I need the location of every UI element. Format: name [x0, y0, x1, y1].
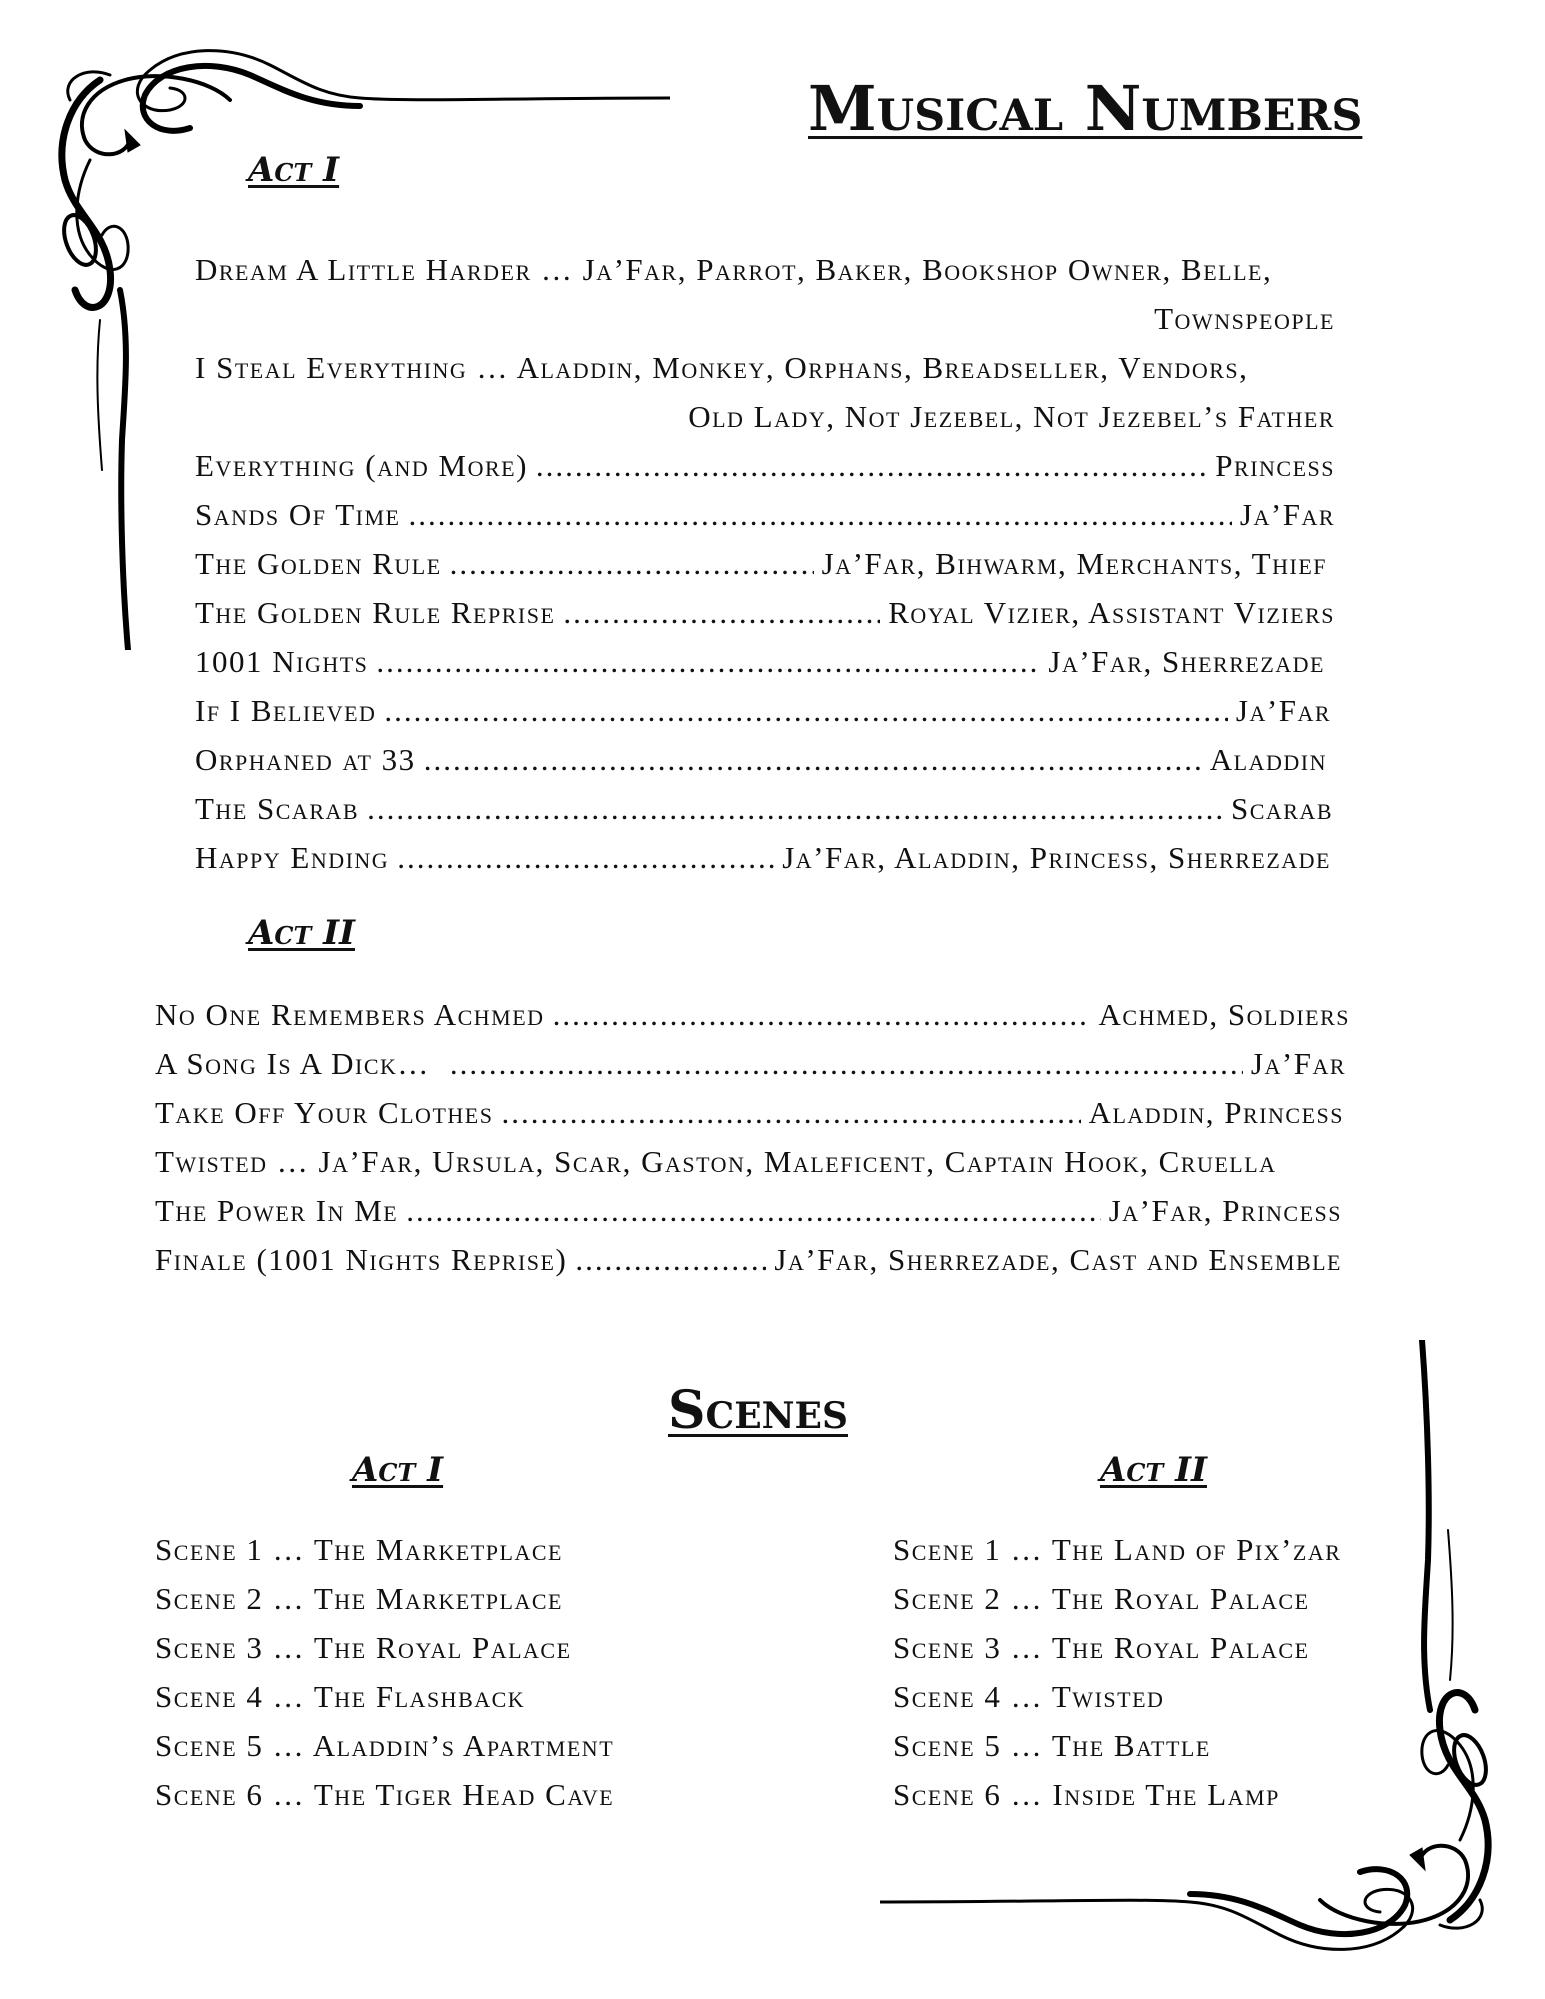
song-entry [195, 588, 1335, 637]
scene-item: Scene 1 … The Marketplace [155, 1532, 563, 1567]
dot-leader [397, 833, 774, 882]
song-performers: Royal Vizier, Assistant Viziers [888, 595, 1335, 630]
act-2-song-list [155, 990, 1350, 1284]
song-performers: Achmed, Soldiers [1098, 997, 1350, 1032]
act-1-song-list [195, 441, 1335, 882]
song-title: The Golden Rule Reprise [195, 595, 556, 630]
scene-item: Scene 6 … Inside The Lamp [893, 1777, 1280, 1812]
song-entry [195, 637, 1335, 686]
song-entry [195, 539, 1335, 588]
song-entry [195, 833, 1335, 882]
song-performers: Ja’Far [1235, 693, 1331, 728]
song-entry [155, 1088, 1350, 1137]
song-performers: Ja’Far [1250, 1046, 1346, 1081]
song-entry-i-steal-everything [195, 343, 1335, 441]
dot-leader [367, 784, 1223, 833]
song-title: If I Believed [195, 693, 377, 728]
song-entry [155, 1039, 1350, 1088]
song-entry [195, 784, 1335, 833]
song-performers: Ja’Far [1239, 497, 1335, 532]
song-entry [155, 1235, 1350, 1284]
dot-leader [575, 1235, 766, 1284]
song-title: Finale (1001 Nights Reprise) [155, 1242, 568, 1277]
dot-leader [376, 637, 1040, 686]
song-entry [155, 990, 1350, 1039]
song-title: The Power In Me [155, 1193, 399, 1228]
song-title: Sands Of Time [195, 497, 401, 532]
song-performers: Ja’Far, Aladdin, Princess, Sherrezade [782, 840, 1331, 875]
song-line: I Steal Everything … Aladdin, Monkey, Orphans, Breadseller, Vendors, [195, 350, 1249, 385]
scene-item: Scene 3 … The Royal Palace [155, 1630, 572, 1665]
scene-item: Scene 4 … The Flashback [155, 1679, 526, 1714]
scenes-act-1-heading: Act I [352, 1450, 444, 1490]
song-entry [195, 441, 1335, 490]
dot-leader [450, 1039, 1243, 1088]
dot-leader [553, 990, 1091, 1039]
song-entry [195, 490, 1335, 539]
song-title: Everything (and More) [195, 448, 528, 483]
dot-leader [563, 588, 880, 637]
song-performers: Aladdin, Princess [1088, 1095, 1344, 1130]
dot-leader [450, 539, 814, 588]
song-title: Happy Ending [195, 840, 390, 875]
scene-item: Scene 2 … The Marketplace [155, 1581, 563, 1616]
song-line: Twisted … Ja’Far, Ursula, Scar, Gaston, Maleficent, Captain Hook, Cruella [155, 1144, 1277, 1179]
song-line-continued: Townspeople [1154, 301, 1335, 336]
dot-leader [501, 1088, 1080, 1137]
scenes-act-2-list [893, 1525, 1473, 1819]
scenes-act-2-heading: Act II [1100, 1450, 1207, 1490]
song-entry [195, 686, 1335, 735]
song-title: No One Remembers Achmed [155, 997, 545, 1032]
act-1-heading: Act I [248, 150, 340, 190]
musical-numbers-title: Musical Numbers [808, 72, 1363, 145]
scene-item: Scene 6 … The Tiger Head Cave [155, 1777, 615, 1812]
song-entry-dream-a-little-harder [195, 245, 1335, 343]
song-title: 1001 Nights [195, 644, 369, 679]
song-title: The Scarab [195, 791, 360, 826]
song-performers: Ja’Far, Bihwarm, Merchants, Thief [821, 546, 1327, 581]
song-title: A Song Is A Dick… [155, 1046, 430, 1081]
scene-item: Scene 2 … The Royal Palace [893, 1581, 1310, 1616]
dot-leader [536, 441, 1207, 490]
scenes-title: Scenes [668, 1380, 848, 1441]
scene-item: Scene 5 … The Battle [893, 1728, 1211, 1763]
song-entry [155, 1186, 1350, 1235]
song-performers: Ja’Far, Sherrezade [1048, 644, 1325, 679]
scene-item: Scene 5 … Aladdin’s Apartment [155, 1728, 615, 1763]
scene-item: Scene 3 … The Royal Palace [893, 1630, 1310, 1665]
song-performers: Ja’Far, Princess [1108, 1193, 1342, 1228]
song-performers: Ja’Far, Sherrezade, Cast and Ensemble [774, 1242, 1342, 1277]
song-title: Orphaned at 33 [195, 742, 416, 777]
song-performers: Scarab [1230, 791, 1333, 826]
scene-item: Scene 4 … Twisted [893, 1679, 1165, 1714]
song-line-continued: Old Lady, Not Jezebel, Not Jezebel’s Father [688, 399, 1335, 434]
scene-item: Scene 1 … The Land of Pix’zar [893, 1532, 1342, 1567]
song-title: Take Off Your Clothes [155, 1095, 494, 1130]
song-entry [195, 735, 1335, 784]
dot-leader [408, 490, 1231, 539]
song-performers: Princess [1215, 448, 1335, 483]
dot-leader [424, 735, 1202, 784]
song-performers: Aladdin [1209, 742, 1327, 777]
act-2-heading: Act II [248, 913, 355, 953]
dot-leader [406, 1186, 1100, 1235]
song-title: The Golden Rule [195, 546, 442, 581]
scenes-act-1-list [155, 1525, 775, 1819]
song-entry-twisted [155, 1137, 1350, 1186]
song-line: Dream A Little Harder … Ja’Far, Parrot, Baker, Bookshop Owner, Belle, [195, 252, 1273, 287]
dot-leader [384, 686, 1228, 735]
